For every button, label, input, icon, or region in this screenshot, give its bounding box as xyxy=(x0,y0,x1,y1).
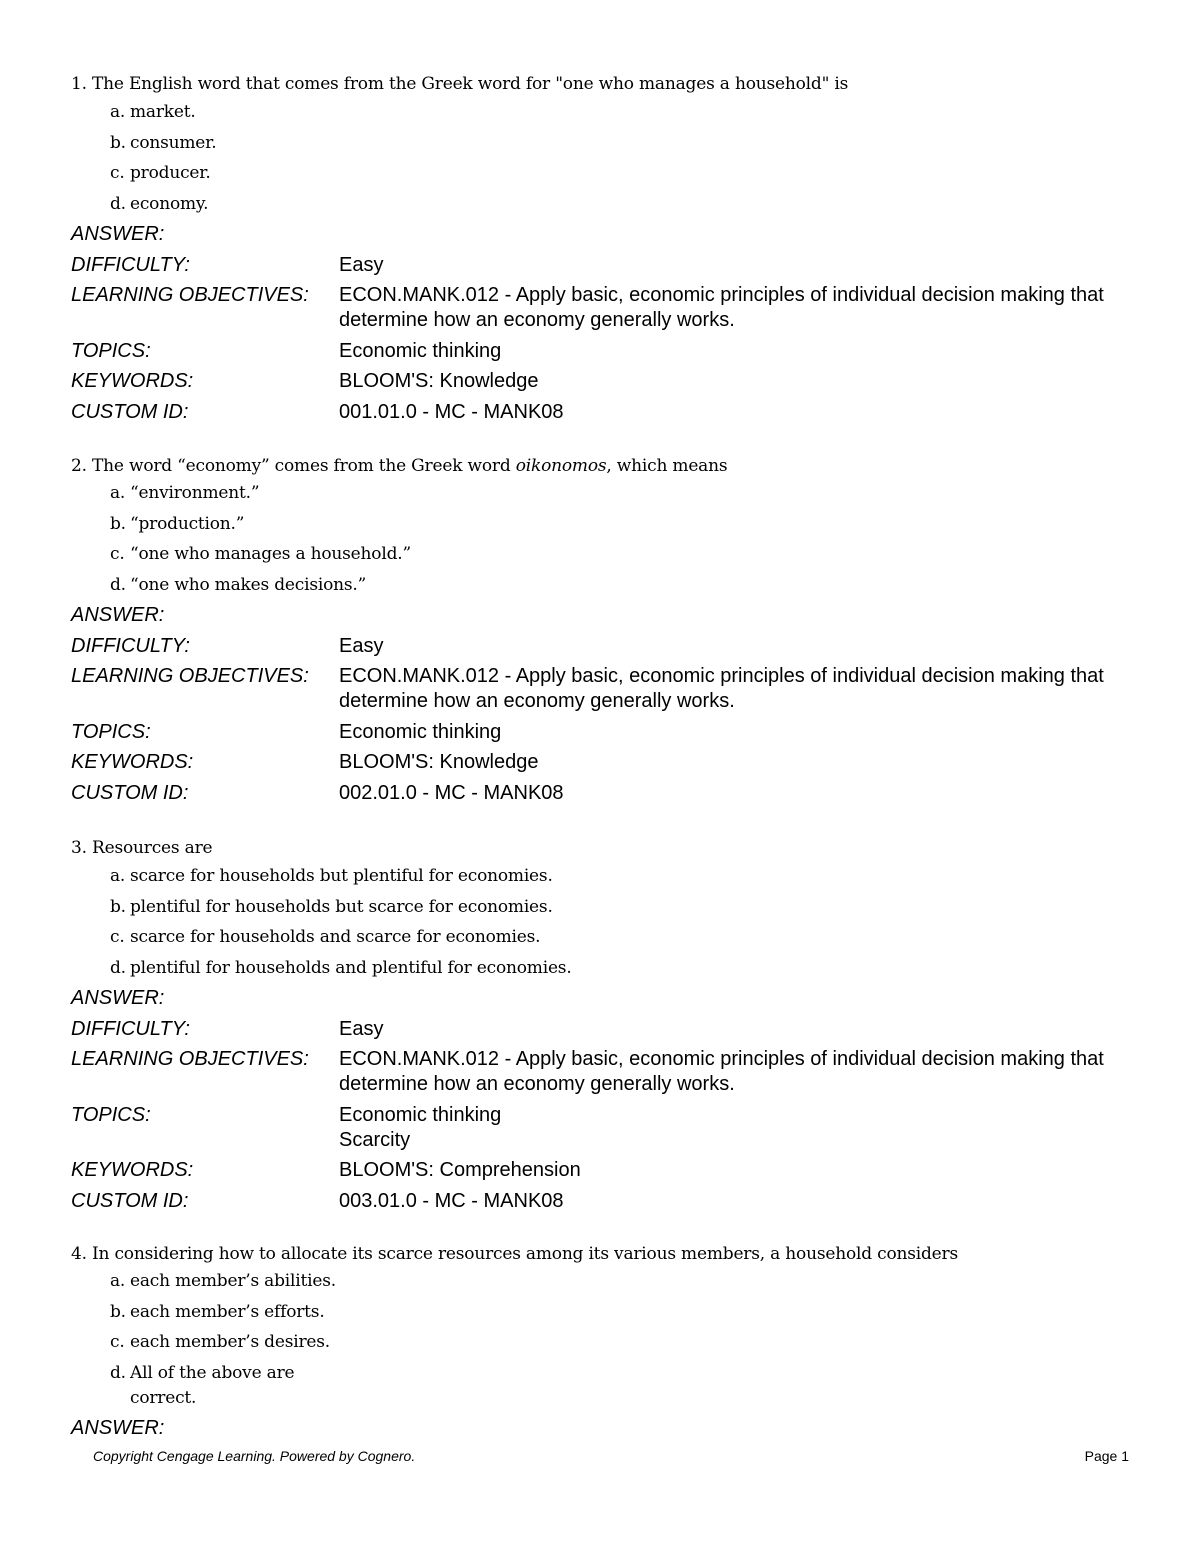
topics-label: TOPICS: xyxy=(71,339,151,362)
topics-label: TOPICS: xyxy=(71,1103,151,1126)
difficulty-label: DIFFICULTY: xyxy=(71,634,190,657)
option-b xyxy=(110,131,1151,162)
topic-item: Economic thinking xyxy=(339,1103,502,1126)
option-letter: a. xyxy=(110,866,126,886)
difficulty-label: DIFFICULTY: xyxy=(71,1017,190,1040)
option-a xyxy=(110,864,1151,895)
keywords-label: KEYWORDS: xyxy=(71,751,194,773)
option-c xyxy=(110,1330,1151,1361)
topics-value xyxy=(339,1103,1139,1153)
custom-id-label: CUSTOM ID: xyxy=(71,400,189,423)
difficulty-value: Easy xyxy=(339,634,384,657)
topic-item: Scarcity xyxy=(339,1128,411,1151)
option-c xyxy=(110,542,1151,573)
answer-value xyxy=(339,1416,1139,1441)
option-text: market. xyxy=(130,102,196,122)
question-3 xyxy=(71,836,1151,1214)
copyright-text: Copyright Cengage Learning. Powered by Cognero. xyxy=(93,1448,416,1464)
option-a xyxy=(110,481,1151,512)
topics-value xyxy=(339,720,1139,745)
option-c xyxy=(110,925,1151,956)
option-letter: d. xyxy=(110,574,126,595)
option-text: economy. xyxy=(130,193,209,214)
answer-value xyxy=(339,986,1139,1011)
option-b xyxy=(110,895,1151,926)
objectives-label: LEARNING OBJECTIVES: xyxy=(71,665,309,687)
option-text: plentiful for households and plentiful for economies. xyxy=(130,957,572,978)
objectives-label: LEARNING OBJECTIVES: xyxy=(71,284,309,306)
option-text: consumer. xyxy=(130,132,217,153)
option-text: “one who manages a household.” xyxy=(130,544,411,564)
option-letter: b. xyxy=(110,513,126,534)
answer-value xyxy=(339,222,1139,247)
question-metadata xyxy=(71,1416,1151,1441)
difficulty-value: Easy xyxy=(339,253,384,276)
custom-id-label: CUSTOM ID: xyxy=(71,781,189,804)
option-text: scarce for households and scarce for economies. xyxy=(130,927,541,947)
option-d xyxy=(110,573,1151,604)
option-d xyxy=(110,192,1151,223)
question-2 xyxy=(71,454,1151,806)
option-text: “environment.” xyxy=(130,483,260,503)
option-letter: d. xyxy=(110,193,126,214)
option-text: scarce for households but plentiful for economies. xyxy=(130,866,553,886)
option-letter: a. xyxy=(110,102,126,122)
question-4 xyxy=(71,1242,1151,1441)
answer-label: ANSWER: xyxy=(71,223,165,245)
topic-item: Economic thinking xyxy=(339,339,502,362)
answer-label: ANSWER: xyxy=(71,1416,165,1439)
option-letter: c. xyxy=(110,1332,125,1352)
question-1 xyxy=(71,72,1151,425)
option-b xyxy=(110,512,1151,543)
stem-prefix: 2. The word “economy” comes from the Greek word xyxy=(71,456,516,476)
objectives-value: ECON.MANK.012 - Apply basic, economic principles of individual decision making that determine how an economy generally works. xyxy=(339,665,1104,712)
answer-label: ANSWER: xyxy=(71,604,165,626)
topics-value xyxy=(339,339,1139,364)
option-letter: b. xyxy=(110,1301,126,1322)
objectives-label: LEARNING OBJECTIVES: xyxy=(71,1048,309,1070)
page-number: Page 1 xyxy=(1084,1448,1129,1464)
custom-id-value: 003.01.0 - MC - MANK08 xyxy=(339,1189,564,1212)
page-footer xyxy=(93,1446,1129,1466)
option-text: plentiful for households but scarce for economies. xyxy=(130,896,553,917)
topic-item: Economic thinking xyxy=(339,720,502,743)
option-letter: a. xyxy=(110,1271,126,1291)
stem-greek-word: oikonomos xyxy=(515,456,607,476)
option-letter: d. xyxy=(110,1362,126,1383)
keywords-label: KEYWORDS: xyxy=(71,1159,194,1181)
question-metadata xyxy=(71,986,1151,1214)
custom-id-value: 001.01.0 - MC - MANK08 xyxy=(339,400,564,423)
option-text: each member’s efforts. xyxy=(130,1301,325,1322)
keywords-value: BLOOM'S: Knowledge xyxy=(339,370,539,392)
objectives-value: ECON.MANK.012 - Apply basic, economic principles of individual decision making that determine how an economy generally works. xyxy=(339,1048,1104,1095)
answer-value xyxy=(339,603,1139,628)
option-letter: c. xyxy=(110,927,125,947)
option-text: “one who makes decisions.” xyxy=(130,574,367,595)
option-letter: b. xyxy=(110,896,126,917)
option-a xyxy=(110,1269,1151,1300)
custom-id-value: 002.01.0 - MC - MANK08 xyxy=(339,781,564,804)
option-letter: d. xyxy=(110,957,126,978)
stem-suffix: , which means xyxy=(606,456,728,476)
option-letter: c. xyxy=(110,163,125,183)
keywords-value: BLOOM'S: Comprehension xyxy=(339,1159,581,1181)
option-a xyxy=(110,100,1151,131)
option-text: each member’s desires. xyxy=(130,1332,330,1352)
custom-id-label: CUSTOM ID: xyxy=(71,1189,189,1212)
option-d xyxy=(110,956,1151,987)
option-letter: c. xyxy=(110,544,125,564)
question-stem: 4. In considering how to allocate its scarce resources among its various members, a household considers xyxy=(71,1244,958,1264)
question-stem: 3. Resources are xyxy=(71,838,213,858)
question-stem xyxy=(71,454,1151,478)
difficulty-label: DIFFICULTY: xyxy=(71,253,190,276)
difficulty-value: Easy xyxy=(339,1017,384,1040)
question-stem: 1. The English word that comes from the Greek word for "one who manages a household" is xyxy=(71,74,849,94)
answer-label: ANSWER: xyxy=(71,987,165,1009)
keywords-value: BLOOM'S: Knowledge xyxy=(339,751,539,773)
topics-label: TOPICS: xyxy=(71,720,151,743)
option-c xyxy=(110,161,1151,192)
option-letter: a. xyxy=(110,483,126,503)
option-text: “production.” xyxy=(130,513,245,534)
option-d xyxy=(110,1361,1151,1411)
option-letter: b. xyxy=(110,132,126,153)
question-metadata xyxy=(71,222,1151,425)
option-b xyxy=(110,1300,1151,1331)
option-text: each member’s abilities. xyxy=(130,1271,336,1291)
objectives-value: ECON.MANK.012 - Apply basic, economic principles of individual decision making that determine how an economy generally works. xyxy=(339,284,1104,331)
keywords-label: KEYWORDS: xyxy=(71,370,194,392)
option-text: producer. xyxy=(130,163,211,183)
option-text: All of the above are correct. xyxy=(130,1362,295,1408)
question-metadata xyxy=(71,603,1151,806)
